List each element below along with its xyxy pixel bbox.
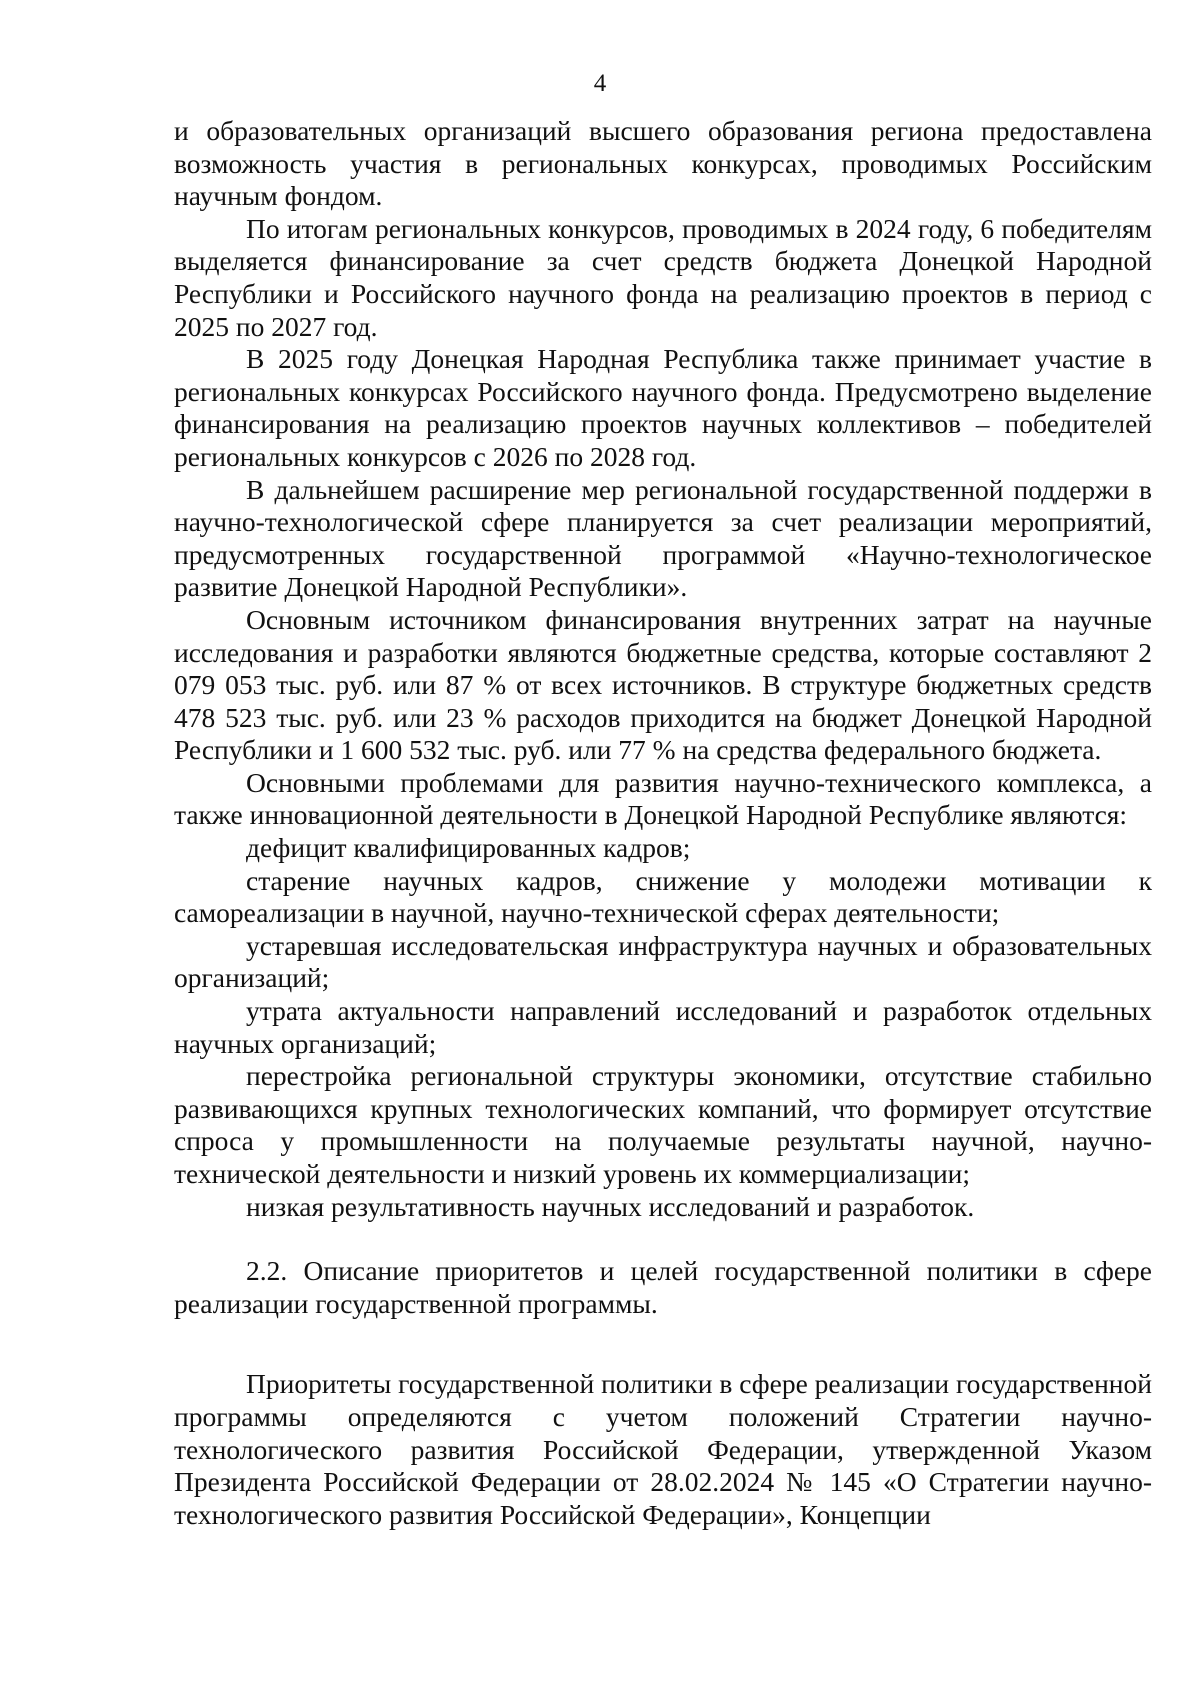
- list-item: утрата актуальности направлений исследований и разработок отдельных научных организаций;: [174, 995, 1152, 1059]
- list-item: старение научных кадров, снижение у молодежи мотивации к самореализации в научной, научно-технической сферах деятельности;: [174, 864, 1152, 929]
- body-text: [174, 115, 1152, 1531]
- list-item: перестройка региональной структуры экономики, отсутствие стабильно развивающихся крупных технологических компаний, что формирует отсутствие спроса у промышленности на получаемые результаты научной, научно-технической деятельности и низкий уровень их коммерциализации;: [174, 1060, 1152, 1189]
- list-item: дефицит квалифицированных кадров;: [246, 832, 691, 864]
- paragraph-regional-contests-2024: По итогам региональных конкурсов, проводимых в 2024 году, 6 победителям выделяется финансирование за счет средств бюджета Донецкой Народной Республики и Российского научного фонда на реализацию проектов в период с 2025 по 2027 год.: [174, 212, 1152, 342]
- paragraph-support-measures: В дальнейшем расширение мер региональной государственной поддержи в научно-технологической сфере планируется за счет реализации мероприятий, предусмотренных государственной программой «Научно-технологическое развитие Донецкой Народной Республики».: [174, 473, 1152, 603]
- section-heading: 2.2. Описание приоритетов и целей государственной политики в сфере реализации государственной программы.: [174, 1255, 1152, 1319]
- paragraph-regional-contests-2025: В 2025 году Донецкая Народная Республика также принимает участие в региональных конкурсах Российского научного фонда. Предусмотрено выделение финансирования на реализацию проектов научных коллективов – победителей региональных конкурсов с 2026 по 2028 год.: [174, 343, 1152, 472]
- paragraph-priorities: Приоритеты государственной политики в сфере реализации государственной программы определяются с учетом положений Стратегии научно-технологического развития Российской Федерации, утвержденной Указом Президента Российской Федерации от 28.02.2024 № 145 «О Стратегии научно-технологического развития Российской Федерации», Концепции: [174, 1368, 1152, 1530]
- paragraph-main-problems: Основными проблемами для развития научно-технического комплекса, а также инновационной деятельности в Донецкой Народной Республике являются:: [174, 766, 1152, 831]
- page-number: 4: [593, 70, 607, 97]
- paragraph-continuation: и образовательных организаций высшего образования региона предоставлена возможность участия в региональных конкурсах, проводимых Российским научным фондом.: [174, 115, 1152, 212]
- list-item: низкая результативность научных исследований и разработок.: [246, 1190, 975, 1222]
- paragraph-funding-sources: Основным источником финансирования внутренних затрат на научные исследования и разработки являются бюджетные средства, которые составляют 2 079 053 тыс. руб. или 87 % от всех источников. В структуре бюджетных средств 478 523 тыс. руб. или 23 % расходов приходится на бюджет Донецкой Народной Республики и 1 600 532 тыс. руб. или 77 % на средства федерального бюджета.: [174, 603, 1152, 766]
- list-item: устаревшая исследовательская инфраструктура научных и образовательных организаций;: [174, 929, 1152, 994]
